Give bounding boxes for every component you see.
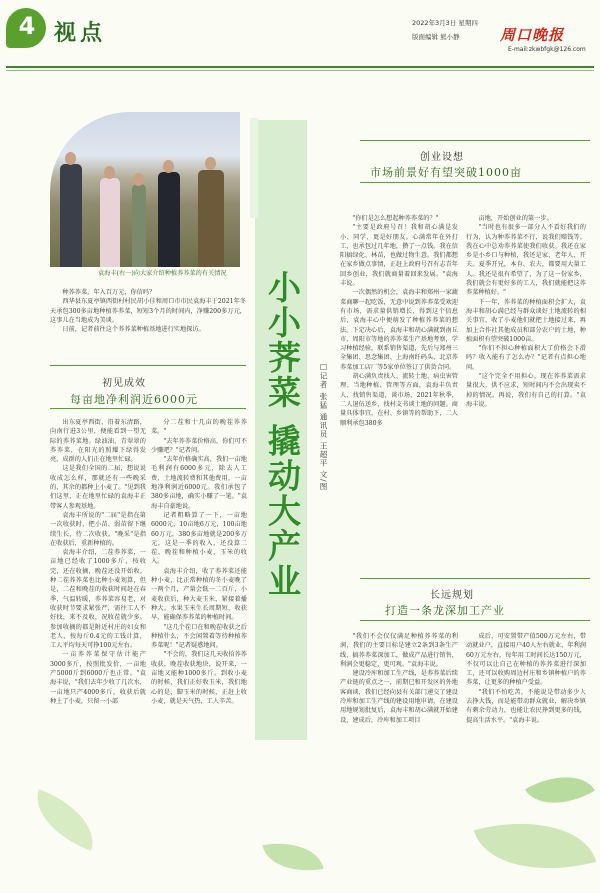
paragraph: "不会的，我们这几天收拾荞荞收获，晚茬收获地块，说开来，一亩地又能种1000多斤。到收小麦的时候，我们正好收玉米，我们地心的是，脚玉米的时候，正赶上收小麦，就是天气热，工人辛苦。 [151,651,247,705]
section-name: 视点 [54,20,107,46]
page-number: 4 [18,12,36,40]
paragraph: "你们不担心种植面积大了价格会下滑吗？收入能有了怎么办？"记者有点担心地问。 [466,345,586,371]
leaf-decoration [262,835,323,878]
section-rule [360,578,590,579]
paragraph: "我们不会仅仅满足种植荞荞菜的利润，我们的主要目标是建立2条到3条生产线，搞荞荞菜深加工，做成产品进行销售，利润会更稳定，更可观。"袁海丰说。 [340,633,458,668]
paragraph: "你们是怎么想起种荞荞菜的？" [352,215,439,222]
header-rule-thin [6,70,594,71]
paragraph: "当时也有很多一部分人不看好我们的行为，认为种荞荞菜不行，说我们赔钱等。我在心中总劝荞荞菜使我们收获。我还在家乡是小乡口与种植，我还是家、老年人、开夫。夏季开兄，本肯、农夫，都要用大量工人。我还是很有希望了，为了这一份家乡，我们就会有更好多的工人，我们就能把这荞荞菜种植好。" [466,224,586,297]
header-rule [6,66,594,68]
paragraph: 一亩荞荞菜保守估计能产3000多斤，按照批发价，一亩地产5000斤到6000斤也正常。"袁海丰说，"我们去年少收了几次水，一亩地只产4000多斤，收获后就种上了小麦，只留一小部 [50,651,146,705]
paragraph: 成后，可安置带产值500万元左右，带动就业户，直接用户40人左右就业，年利润60万元左右，每年用工时间长达150万元，不仅可以让自己在种植的荞荞菜进行深加工，还可以收购周边村庄和乡镇种植户的荞荞菜，让更多的种植户受益。 [466,633,586,687]
section-kicker: 长远规划 [430,590,474,601]
paragraph: 这是我们全国的二届，想说说收成怎么样，那就还有一些晚采的，其余的都种上小麦了。"见到我们这里，正在地里忙碌的袁海丰正带客人参观基地。 [50,465,146,510]
section-headline: 打造一条龙深加工产业 [385,604,505,617]
paragraph: 下一年，荞荞菜的种植面积会扩大，袁海丰和胡心满已经与群众谈好土地流转的相关事宜，收了小麦他们就把土地接过来，再加上合作社其他成员和部分农户的土地，种植面积有望突破1000亩。 [466,298,586,343]
section-rule [50,408,246,409]
paragraph: 记者粗略算了一下，一亩地6000元，10亩地6万元，100亩地60万元，380多亩地就是200多万元，这是一季的收入，还没算二茬、晚茬和种植小麦、玉米的收入。 [151,511,247,566]
article-title: 小小荠菜 撬动大产业 [263,270,302,599]
paragraph: 建设冷库和加工生产线，是荞荞菜后续产业链的重点之一，前期已和开发区的外地客商谈，我们已经向县有关部门递交了建设冷库和加工生产线的建设用地申请，在建设用地规划批复后，袁海丰和胡心满就开始建设，建成后，冷库和加工项目 [340,670,458,724]
section-headline: 市场前景好有望突破1000亩 [370,166,522,179]
paragraph: 出东夏亭西街，沿着东清路，向南行进3公里，便能看到一望无际的荞荞菜地。绿油油、青翠翠的荞荞菜，在阳光的照耀下绿得发亮，成群的人们正在地里忙碌。 [50,419,146,464]
lead-text [50,288,246,344]
section-1-column-left [50,418,146,838]
contact-email: E-mail:zkwbfgk@126.com [508,46,586,53]
section-headline: 每亩地净利润近6000元 [70,393,198,406]
paragraph: "我们不怕吃苦，不能说是带动多少人去挣大钱，而是能带动群众就业，解决乡镇有剩余劳动力，也能让农民挣到更多的钱，提高生活水平。"袁海丰说。 [466,688,586,724]
lead-paragraph: 日前，记者前往这个荞荞菜种植基地进行实地探访。 [62,326,205,334]
section-kicker: 创业设想 [420,152,464,163]
paragraph: 袁海丰介绍，收了荞荞菜还能种小麦，比正常种植的冬小麦晚了一两个月，产量会低一二百斤，小麦收获后，种大麦玉米，紧接着播种大。水果玉米生长周期短，收获早，能确保荞荞菜的种植时间。 [151,567,247,622]
newspaper-logo: 周口晚报 [500,26,565,44]
section-2-column-left [340,214,458,578]
title-bar-accent [250,118,258,218]
paragraph: "主要是政府号召！我和胡心满是发小、同学，更是好朋友。心满常年在外打工，也承包过几年地，攒了一点钱。我在信阳搞绿化、林苗，也做过物生意。我们都想在家乡做点事情，正赶上政府号召有志青年回乡创业，我们就商量着回来发展。"袁海丰说。 [340,224,458,288]
section-kicker: 初见成效 [102,378,146,389]
paragraph: 胡心满负责找人、流转土地、病虫害管理、当地种植、管理等方面，袁海丰负责人、找销售渠道，谈市场，2021年秋季，二人退伍送乡，找村支书谈土地的问题。商量具体事宜，在村、乡镇等的帮助下，二人顺利承包380多 [340,373,458,427]
lead-paragraph: 种荞荞菜，年入百万元，你信吗？ [62,289,156,296]
paragraph: "去年价格确实高，我们一亩地毛利润有6000多元，除去人工费、土地流转费和其他费用，一亩地净利润近6000元。我们承包了380多亩地，确实小赚了一笔。"袁海丰自豪地说。 [151,456,247,510]
page-editor: 版面编辑 熊小静 [412,33,460,41]
section-rule [50,365,246,366]
paragraph: 一次偶然的机会，袁海丰和郑州一家蔬菜商聊一起吃饭，无意中说到荞荞菜受欢迎有市场，需求量供销增长，得到这个信息后，袁海丰心中便萌发了种植荞荞菜的想法。下定决心后，袁海丰和胡心满就到南丘市、周阳市等地的荞荞菜生产基地考察，学习种植经验，联系销售渠道，先后与郑州三全集团、思念集团、上海南纤码头、北京荞荞菜加工店厂等5家单位签订了供货合同。 [340,289,458,371]
article-photo [50,112,240,267]
photo-caption: 袁海丰(右一)向大家介绍种植荞荞菜的有关情况 [98,270,227,277]
lead-paragraph: 西华县东夏亭镇西街村村民胡小佳和周口市市民袁海丰于2021年冬天承包300多亩地种植荞荞菜，短短3个月的时间内，净赚200多万元，这事儿在当地成为美谈。 [50,298,246,324]
paragraph: 袁海丰介绍，二茬荞荞菜，一亩地已经收了1000多斤，按收完，还在收摘，晚茬还没开始收。种二茬荞荞菜也比种小麦划算，但是，二茬和晚茬的收获时间赶在春季，气温转暖，荞荞菜容易老，对收获时节要求紧张严，需往工人不好找，来不及收，况收茬就少多。参加收摘的都是附近村庄的妇女和老人，按每斤0.4元的工钱计算，工人平均每天可挣100元左右。 [50,549,146,650]
article-byline: □记者 张猛 通讯员 王超平 文/图 [319,362,328,492]
section-rule [360,140,590,141]
paragraph: "这个完全不用担心，现在荞荞菜需求量很大，供不应求，短时间内不会出现卖不掉的情况。再说，我们有自己的打算。"袁海丰说。 [466,373,586,408]
paragraph: 分二茬和十几亩的晚茬荞荞菜。" [151,419,247,436]
paragraph: 亩地，开始创业的第一步。 [478,215,553,222]
section-1-column-right [151,418,247,838]
paragraph: "这几个茬口在和晚茬收获之后种植什么，不会闲置着等待种植荞荞菜呢！"记者疑惑地问。 [151,623,247,650]
paragraph: 袁海丰所说的"二届"是指在第一次收获时，把小苗、弱苗留下继续生长，待二次收获。"晚采"是指在收获后，重新种植的。 [50,511,146,547]
section-3-column-left [340,632,458,828]
issue-date: 2022年3月3日 星期四 [412,19,478,27]
section-2-column-right [466,214,586,578]
paragraph: "去年荞荞菜价格高，你们可不少赚吧？"记者问。 [151,437,247,454]
section-rule [360,620,590,621]
section-rule [360,182,590,183]
